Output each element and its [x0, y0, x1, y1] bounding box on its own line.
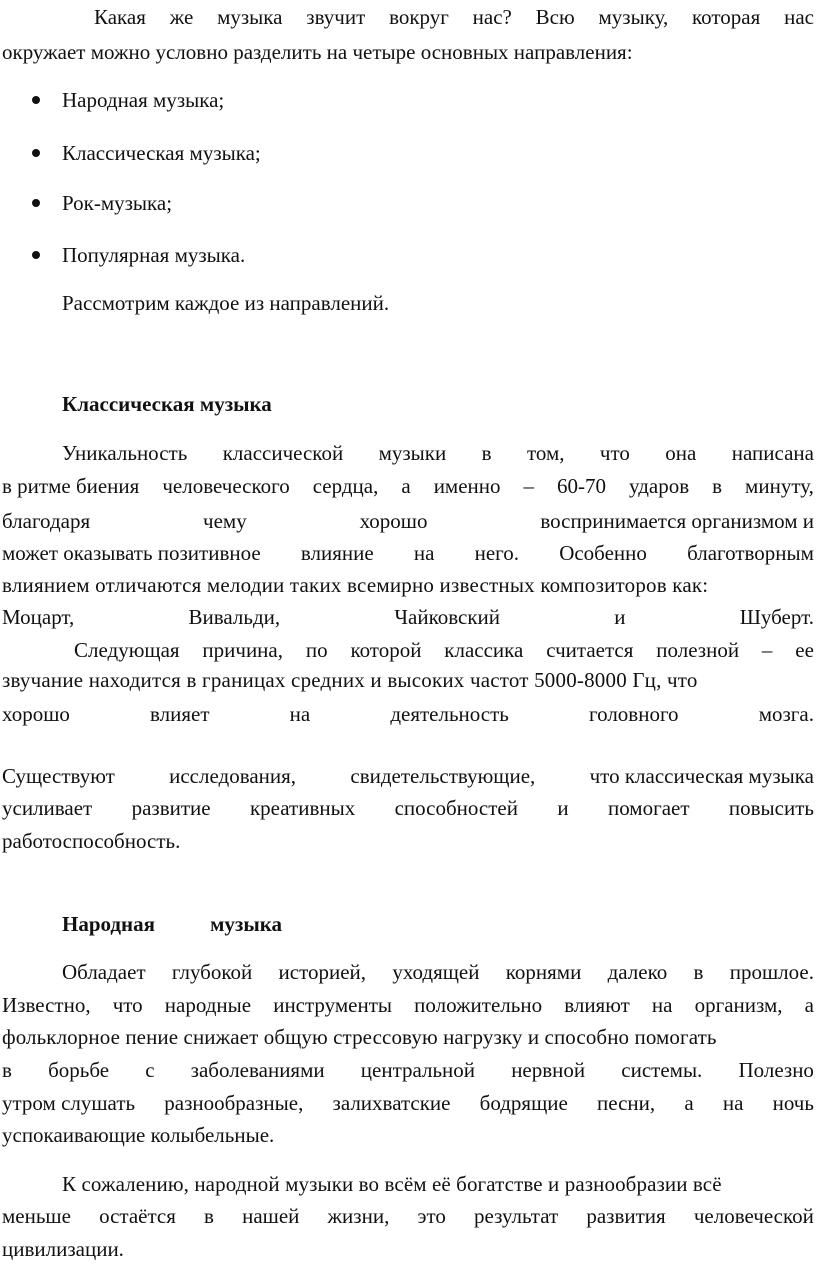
classical-line [2, 539, 814, 567]
word: нашей [242, 1204, 300, 1228]
word: которой [350, 638, 422, 662]
word: корнями [505, 960, 582, 984]
word: развитие [131, 796, 211, 820]
word: центральной [360, 1058, 476, 1082]
word: с [145, 1058, 155, 1082]
word: хорошо [2, 702, 70, 726]
classical-line: влиянием отличаются мелодии таких всемирно известных композиторов как: [2, 573, 709, 597]
word: в ритме биения [2, 474, 140, 498]
word: влияют [564, 993, 630, 1017]
heading-word: Народная [62, 912, 155, 936]
consider-line: Рассмотрим каждое из направлений. [62, 291, 390, 315]
word: уходящей [392, 960, 480, 984]
word: историей, [278, 960, 367, 984]
word: что [599, 441, 630, 465]
bullet-dot-icon [32, 251, 40, 259]
word: именно [433, 474, 501, 498]
word: а [401, 474, 411, 498]
word: деятельность [390, 702, 509, 726]
classical-line [2, 472, 814, 500]
word: Всю [535, 5, 575, 29]
word: Чайковский [394, 605, 501, 629]
word: причина, [202, 638, 283, 662]
word: же [169, 5, 194, 29]
bullet-item: Популярная музыка. [62, 243, 246, 267]
word: Шуберт. [739, 605, 814, 629]
word: утром слушать [2, 1091, 136, 1115]
word: может оказывать позитивное [2, 541, 261, 565]
word: а [684, 1091, 694, 1115]
bullet-dot-icon [32, 149, 40, 157]
word: классика [444, 638, 524, 662]
word: нас [784, 5, 814, 29]
word: что классическая музыка [589, 764, 814, 788]
word: на [289, 702, 311, 726]
classical-line [74, 636, 814, 664]
word: влияет [150, 702, 210, 726]
word: которая [692, 5, 761, 29]
word: музыка [217, 5, 283, 29]
word: остаётся [99, 1204, 176, 1228]
word: Какая [94, 5, 146, 29]
word: залихватские [332, 1091, 451, 1115]
word: она [665, 441, 697, 465]
word: креативных [249, 796, 356, 820]
classical-heading: Классическая музыка [62, 392, 272, 416]
word: на [722, 1091, 744, 1115]
word: звучит [306, 5, 366, 29]
word: ударов [629, 474, 690, 498]
word: – [761, 638, 773, 662]
word: мозга. [758, 702, 814, 726]
word: песни, [597, 1091, 656, 1115]
word: положительно [414, 993, 543, 1017]
word: человеческого [162, 474, 290, 498]
word: полезной [656, 638, 740, 662]
folk-line [2, 1089, 814, 1117]
word: развития [586, 1204, 666, 1228]
folk-line: цивилизации. [2, 1237, 124, 1261]
intro-line-2: окружает можно условно разделить на четыре основных направления: [2, 40, 633, 64]
word: музыки [378, 441, 447, 465]
word: него. [474, 541, 520, 565]
classical-line [2, 507, 814, 535]
word: помогает [607, 796, 690, 820]
word: вокруг [389, 5, 449, 29]
word: Следующая [74, 638, 180, 662]
classical-line [2, 603, 814, 631]
word: свидетельствующие, [350, 764, 536, 788]
bullet-dot-icon [32, 96, 40, 104]
word: в [204, 1204, 214, 1228]
word: прошлое. [729, 960, 814, 984]
word: музыку, [598, 5, 669, 29]
word: Вивальди, [188, 605, 281, 629]
word: в [481, 441, 492, 465]
word: хорошо [359, 509, 428, 533]
word: результат [474, 1204, 559, 1228]
word: том, [526, 441, 565, 465]
word: Известно, [2, 993, 91, 1017]
folk-line: фольклорное пение снижает общую стрессовую нагрузку и способно помогать [2, 1025, 717, 1049]
word: организм, [694, 993, 783, 1017]
bullet-dot-icon [32, 199, 40, 207]
word: минуту, [745, 474, 814, 498]
word: 60-70 [557, 474, 607, 498]
folk-line [62, 958, 814, 986]
word: в [2, 1058, 12, 1082]
word: меньше [2, 1204, 71, 1228]
word: в [712, 474, 723, 498]
word: по [305, 638, 328, 662]
folk-heading [62, 910, 282, 938]
folk-line: К сожалению, народной музыки во всём её богатстве и разнообразии всё [62, 1172, 722, 1196]
word: нас? [472, 5, 512, 29]
folk-line [2, 991, 814, 1019]
word: повысить [728, 796, 814, 820]
word: чему [203, 509, 247, 533]
word: классической [222, 441, 344, 465]
word: борьбе [48, 1058, 110, 1082]
word: на [413, 541, 435, 565]
bullet-item: Народная музыка; [62, 88, 225, 112]
word: и [557, 796, 569, 820]
word: человеческой [693, 1204, 814, 1228]
word: бодрящие [479, 1091, 568, 1115]
intro-line-1 [94, 3, 814, 31]
classical-line [62, 439, 814, 467]
word: Уникальность [62, 441, 188, 465]
word: и [614, 605, 626, 629]
classical-line [2, 700, 814, 728]
classical-line: звучание находится в границах средних и высоких частот 5000-8000 Гц, что [2, 668, 698, 692]
word: нервной [511, 1058, 586, 1082]
word: благотворным [687, 541, 814, 565]
word: считается [546, 638, 634, 662]
word: на [651, 993, 673, 1017]
word: это [417, 1204, 446, 1228]
word: далеко [607, 960, 668, 984]
folk-line [2, 1202, 814, 1230]
word: а [804, 993, 814, 1017]
word: глубокой [171, 960, 253, 984]
word: благодаря [2, 509, 91, 533]
classical-line [2, 794, 814, 822]
word: – [523, 474, 535, 498]
word: жизни, [327, 1204, 390, 1228]
word: ее [795, 638, 814, 662]
word: Особенно [559, 541, 647, 565]
word: влияние [300, 541, 374, 565]
bullet-item: Рок-музыка; [62, 191, 173, 215]
word: Полезно [738, 1058, 814, 1082]
word: Обладает [62, 960, 146, 984]
word: заболеваниями [190, 1058, 325, 1082]
word: написана [731, 441, 814, 465]
word: в [693, 960, 704, 984]
word: усиливает [2, 796, 93, 820]
heading-word: музыка [210, 912, 282, 936]
classical-line: работоспособность. [2, 829, 181, 853]
word: исследования, [169, 764, 297, 788]
classical-line [2, 762, 814, 790]
word: способностей [394, 796, 518, 820]
word: головного [589, 702, 679, 726]
word: системы. [621, 1058, 703, 1082]
word: сердца, [312, 474, 379, 498]
folk-line: успокаивающие колыбельные. [2, 1123, 275, 1147]
word: воспринимается организмом и [540, 509, 814, 533]
word: что [112, 993, 143, 1017]
word: народные [164, 993, 252, 1017]
word: Существуют [2, 764, 115, 788]
word: ночь [772, 1091, 814, 1115]
word: инструменты [273, 993, 393, 1017]
folk-line [2, 1056, 814, 1084]
bullet-item: Классическая музыка; [62, 141, 261, 165]
word: разнообразные, [164, 1091, 304, 1115]
word: Моцарт, [2, 605, 75, 629]
